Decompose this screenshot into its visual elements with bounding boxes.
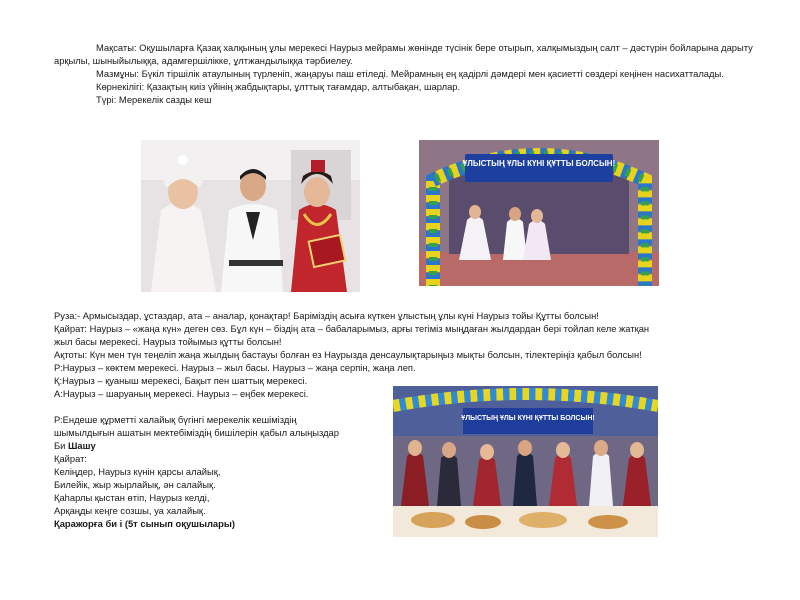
dialogue-line-4: Ақтоты: Күн мен түн теңеліп жаңа жылдың бастауы болған ез Наурызда денсаулықтарыңыз мықты болсын, тілектеріңіз қабыл болсын!: [54, 349, 642, 360]
dancing-children-photo: [393, 386, 658, 537]
poem-line-1: Келіңдер, Наурыз күнін қарсы алайық,: [54, 466, 221, 477]
dialogue-line-6: Қ:Наурыз – қуаныш мерекесі, Бақыт пен шаттық мерекесі.: [54, 375, 308, 386]
dialogue-line-2: Қайрат: Наурыз – «жаңа күн» деген сөз. Бұл күн – біздің ата – бабаларымыз, арғы тегіміз мыңдаған жылдардан бері тойлап келе жатқан: [54, 323, 650, 334]
goal-paragraph: Мақсаты: Оқушыларға Қазақ халқының ұлы мерекесі Наурыз мейрамы жөнінде түсінік бере отырып, халқымыздың салт – дәстүрін бойларына дарыту арқылы, шыныйылыққа, адамгершілікке, ұлтжандылыққа тәрбиелеу.: [54, 42, 753, 66]
stage-balloon-photo: [419, 140, 659, 286]
poem-line-3: Қаһарлы қыстан өтіп, Наурыз келді,: [54, 492, 210, 503]
visual-aids-line: Көрнекілігі: Қазақтың киіз үйінің жабдықтары, ұлттық тағамдар, алтыбақан, шарлар.: [96, 80, 461, 92]
dance-name: Шашу: [68, 440, 96, 451]
poem-line-2: Билейік, жыр жырлайық, ән салайық.: [54, 479, 216, 490]
dance-line: [54, 440, 96, 453]
students-costume-photo: [141, 140, 360, 292]
dialogue-line-5: Р:Наурыз – көктем мерекесі. Наурыз – жыл басы. Наурыз – жаңа серпін, жаңа леп.: [54, 362, 416, 373]
poem-line-4: Арқаңды кеңге созшы, уа халайық.: [54, 505, 206, 516]
dialogue-line-1: Руза:- Армысыздар, ұстаздар, ата – аналар, қонақтар! Баріміздің асыға күткен ұлыстың ұлы күні Наурыз тойы Құтты болсын!: [54, 310, 599, 321]
intro-section: [54, 42, 754, 107]
dance-banner-text: ҰЛЫСТЫҢ ҰЛЫ КҮНІ ҚҰТТЫ БОЛСЫН!: [461, 415, 595, 422]
dialogue-line-8: Р:Ендеше құрметті халайық бүгінгі мерекелік кешіміздің: [54, 414, 297, 425]
content-paragraph: Мазмұны: Бүкіл тіршілік атаулының түрленіп, жаңаруы паш етіледі. Мейрамның ең қадірлі дәмдері мен қасиетті сөздері кеңінен насихатталады.: [96, 67, 724, 79]
type-line: Түрі: Мерекелік сазды кеш: [96, 93, 212, 105]
dialogue-line-7: А:Наурыз – шаруаның мерекесі. Наурыз – еңбек мерекесі.: [54, 388, 309, 399]
dialogue-line-3: жыл басы мерекесі. Наурыз тойымыз құтты болсын!: [54, 336, 282, 347]
stage-banner-text: ҰЛЫСТЫҢ ҰЛЫ КҮНІ ҚҰТТЫ БОЛСЫН!: [462, 159, 616, 168]
poem-speaker: Қайрат:: [54, 453, 88, 464]
dance-prefix: Би: [54, 440, 68, 451]
dialogue-line-9: шымылдығын ашатын мектебіміздің бишілерін қабыл алыңыздар: [54, 427, 339, 438]
song-line: Қаражорға би і (5т сынып оқушылары): [54, 518, 235, 529]
